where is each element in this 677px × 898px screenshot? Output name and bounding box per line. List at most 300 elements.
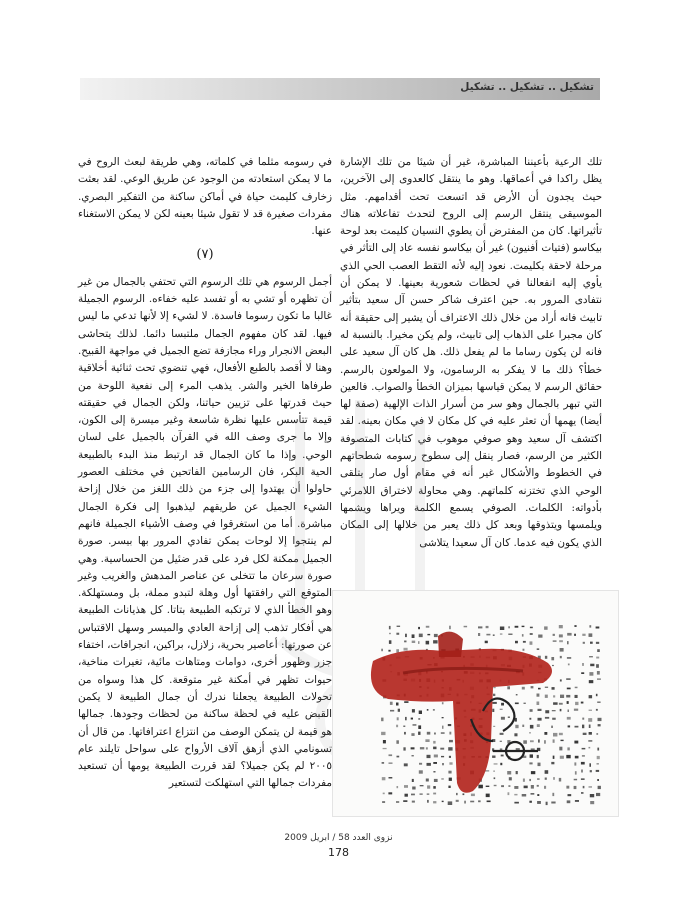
ink-mark <box>381 718 383 722</box>
ink-mark <box>515 641 518 644</box>
ink-mark <box>507 771 511 775</box>
ink-mark <box>529 718 531 720</box>
ink-mark <box>426 779 429 782</box>
ink-mark <box>560 648 564 652</box>
ink-mark <box>531 686 534 688</box>
ink-mark <box>523 641 526 643</box>
ink-mark <box>433 786 436 789</box>
ink-mark <box>545 687 548 688</box>
ink-mark <box>522 634 524 637</box>
ink-mark <box>597 748 599 751</box>
ink-mark <box>434 733 436 735</box>
ink-mark <box>493 694 495 696</box>
ink-mark <box>581 792 584 794</box>
ink-mark <box>404 785 408 788</box>
ink-mark <box>420 793 423 795</box>
ink-mark <box>427 755 431 758</box>
ink-mark <box>531 771 535 774</box>
ink-mark <box>411 733 414 736</box>
ink-mark <box>434 634 438 637</box>
ink-mark <box>486 626 489 628</box>
ink-mark <box>412 709 415 712</box>
ink-mark <box>559 747 562 751</box>
ink-mark <box>589 786 593 787</box>
ink-mark <box>486 794 490 798</box>
ink-mark <box>501 785 504 787</box>
ink-mark <box>397 626 401 627</box>
artwork-drawing <box>333 591 618 816</box>
ink-mark <box>522 794 527 797</box>
ink-mark <box>530 627 533 629</box>
ink-mark <box>589 672 593 676</box>
ink-mark <box>568 794 572 796</box>
ink-mark <box>530 633 533 635</box>
ink-mark <box>546 802 548 805</box>
ink-mark <box>537 648 540 650</box>
ink-mark <box>581 702 584 704</box>
ink-mark <box>404 701 408 703</box>
ink-mark <box>419 711 422 715</box>
ink-mark <box>449 762 452 764</box>
ink-mark <box>560 695 564 698</box>
ink-mark <box>538 635 542 638</box>
ink-mark <box>598 724 601 726</box>
ink-mark <box>575 771 577 774</box>
ink-mark <box>448 747 452 750</box>
ink-mark <box>478 633 480 636</box>
ink-mark <box>597 678 601 680</box>
ink-mark <box>508 717 510 718</box>
ink-mark <box>418 641 420 644</box>
ink-mark <box>514 733 517 736</box>
ink-mark <box>552 710 556 711</box>
ink-mark <box>596 657 599 659</box>
ink-mark <box>545 717 549 719</box>
ink-mark <box>427 793 430 795</box>
ink-mark <box>553 733 557 737</box>
ink-mark <box>538 688 541 690</box>
ink-mark <box>442 801 444 802</box>
ink-mark <box>381 649 383 652</box>
ink-mark <box>508 792 510 795</box>
ink-mark <box>597 671 600 675</box>
ink-mark <box>553 756 555 759</box>
ink-mark <box>596 694 598 696</box>
ink-mark <box>596 627 600 629</box>
ink-mark <box>501 755 504 757</box>
ink-mark <box>464 801 466 804</box>
ink-mark <box>501 717 505 720</box>
ink-mark <box>383 793 385 795</box>
ink-mark <box>567 633 571 636</box>
ink-mark <box>568 664 570 666</box>
ink-mark <box>433 741 435 744</box>
ink-mark <box>434 779 438 782</box>
ink-mark <box>427 732 431 735</box>
ink-mark <box>537 702 540 706</box>
ink-mark <box>449 740 453 742</box>
ink-mark <box>396 649 399 652</box>
ink-mark <box>442 726 444 729</box>
ink-mark <box>389 754 393 756</box>
ink-mark <box>449 756 451 758</box>
ink-mark <box>575 800 579 802</box>
ink-mark <box>597 702 600 703</box>
ink-mark <box>492 709 494 712</box>
ink-mark <box>583 642 585 644</box>
ink-mark <box>396 703 399 706</box>
ink-mark <box>559 733 563 735</box>
ink-mark <box>418 732 420 735</box>
ink-mark <box>583 733 587 735</box>
ink-mark <box>596 770 599 772</box>
ink-mark <box>396 633 399 635</box>
ink-mark <box>493 687 495 688</box>
ink-mark <box>389 633 391 634</box>
ink-mark <box>433 640 438 643</box>
ink-mark <box>538 709 542 711</box>
ink-mark <box>574 634 576 636</box>
ink-mark <box>471 794 475 797</box>
ink-mark <box>420 747 424 749</box>
ink-mark <box>589 656 593 657</box>
ink-mark <box>500 633 503 634</box>
ink-mark <box>403 800 407 802</box>
ink-mark <box>478 800 481 802</box>
ink-mark <box>545 695 548 698</box>
ink-mark <box>530 641 533 644</box>
ink-mark <box>433 762 437 764</box>
ink-mark <box>441 756 444 757</box>
ink-mark <box>530 725 534 729</box>
ink-mark <box>405 634 407 637</box>
ink-mark <box>508 785 510 786</box>
ink-mark <box>383 740 386 743</box>
artwork-image <box>332 590 619 817</box>
ink-mark <box>597 763 599 765</box>
ink-mark <box>566 678 570 680</box>
ink-mark <box>568 725 571 727</box>
ink-mark <box>383 748 387 749</box>
ink-mark <box>537 755 539 758</box>
ink-mark <box>582 663 584 666</box>
ink-mark <box>412 801 415 803</box>
ink-mark <box>433 793 436 795</box>
ink-mark <box>486 786 490 787</box>
ink-mark <box>560 679 562 681</box>
ink-mark <box>552 718 556 720</box>
ink-mark <box>567 717 571 720</box>
ink-mark <box>575 726 579 728</box>
ink-mark <box>514 786 518 789</box>
ink-mark <box>551 762 554 764</box>
left-column-paragraph-1: في رسومه مثلما في كلماته، وهي طريقة لبعث الروح في ما لا يمكن استعادته من الوجود عن طريق الوعي. لقد بعثت زخارف كليمت حياة في أماكن ساكنة من التفكير البصري. مفردات صغيرة قد لا تقول شيئا بعينه لكن لا يمكن الاستغناء عنها. <box>78 156 332 238</box>
ink-mark <box>544 626 548 629</box>
ink-mark <box>568 710 570 713</box>
ink-mark <box>545 656 547 659</box>
ink-mark <box>529 732 531 733</box>
ink-mark <box>551 802 555 804</box>
ink-mark <box>419 634 423 638</box>
ink-mark <box>574 709 578 711</box>
ink-mark <box>514 802 519 804</box>
ink-mark <box>537 778 540 780</box>
ink-mark <box>398 709 400 712</box>
ink-mark <box>427 785 430 788</box>
ink-mark <box>551 657 554 660</box>
ink-mark <box>538 763 541 767</box>
ink-mark <box>418 725 421 729</box>
ink-mark <box>552 687 555 690</box>
ink-mark <box>582 748 586 750</box>
ink-mark <box>427 800 429 803</box>
ink-mark <box>596 793 600 796</box>
ink-mark <box>589 710 592 711</box>
right-column-paragraph: تلك الرعية بأعيننا المباشرة، غير أن شيئا من تلك الإشارة يظل راكدا في أعماقها. وهو ما ينتقل كالعدوى إلى الآخرين، حيث يجدون أن الأرض قد اتسعت تحت أقدامهم. مثل الموسيقى ينتقل الرسم إلى الروح لتحدث تفاعلاته هناك تأثيراتها. كان من المفترض أن يطوي النسيان كليمت بعد لوحة بيكاسو (فتيات أفنيون) غير أن بيكاسو نفسه عاد إلى التأثر في مرحلة لاحقة بكليمت. نعود إليه لأنه التقط العصب الحي الذي يأوي إليه انفعالنا في لحظات شعورية بعينها. لا يمكن أن نتفادى المرور به. حين اعترف شاكر حسن آل سعيد بتأثير تابيث فانه أراد من خلال ذلك الاعتراف أن يشير إلى حقيقة أنه كان مجبرا على الذهاب إلى تابيث، ولم يكن مخيرا. بالنسبة له فانه لن يكون رساما ما لم يفعل ذلك. هل كان آل سعيد على خطأ؟ ذلك ما لا يفكر به الرسامون، ولا المولعون بالرسم. حقائق الرسم لا يمكن قياسها بميزان الخطأ والصواب. فالعين التي تبهر بالجمال وهو سر من أسرار الذات الإلهية (صفة لها أيضا) يهمها أن تعثر عليه في كل مكان لا في مكان بعينه. لقد اكتشف آل سعيد وهو صوفي موهوب في كتابات المتصوفة الكثير من الرسم، فصار ينقل إلى سطوح رسومه شطحاتهم في الخطوط والأشكال غير أنه في مقام أول صار يتلقى الوحي الذي تختزنه كلماتهم. وهي محاولة لاختراق اللامرئي بأدواته: الكلمات. الصوفي يسمع الكلمة ويراها ويشمها ويلمسها ويتذوقها وبعد كل ذلك يعبر من خلالها إلى المكان الذي يكون فيه عدما. كان آل سعيدا يتلاشى <box>340 156 602 549</box>
ink-mark <box>397 756 400 758</box>
ink-mark <box>574 762 576 765</box>
ink-mark <box>449 778 452 781</box>
ink-mark <box>530 740 534 742</box>
right-text-column <box>340 154 602 552</box>
ink-mark <box>537 694 540 697</box>
ink-mark <box>582 755 585 756</box>
ink-mark <box>590 794 594 797</box>
ink-mark <box>553 739 555 742</box>
ink-mark <box>581 672 584 674</box>
ink-mark <box>567 688 571 690</box>
ink-mark <box>575 756 579 759</box>
ink-mark <box>514 794 517 796</box>
ink-mark <box>433 771 435 773</box>
ink-mark <box>449 732 451 735</box>
ink-mark <box>441 732 445 734</box>
ink-mark <box>441 778 444 779</box>
ink-mark <box>523 649 525 651</box>
ink-mark <box>419 770 423 773</box>
ink-mark <box>463 793 465 795</box>
ink-mark <box>403 747 405 750</box>
section-number: (٧) <box>196 247 214 263</box>
ink-mark <box>456 800 459 802</box>
ink-mark <box>582 634 585 636</box>
ink-mark <box>544 740 546 744</box>
ink-mark <box>522 687 525 690</box>
ink-mark <box>405 717 407 720</box>
ink-mark <box>537 794 539 796</box>
ink-mark <box>434 755 438 758</box>
ink-mark <box>522 725 524 727</box>
ink-mark <box>382 777 386 780</box>
ink-mark <box>494 785 497 786</box>
ink-mark <box>411 747 415 749</box>
ink-mark <box>382 801 385 803</box>
ink-mark <box>545 778 547 780</box>
ink-mark <box>544 732 547 735</box>
ink-mark <box>396 801 399 803</box>
ink-mark <box>596 664 599 668</box>
ink-mark <box>529 779 531 781</box>
ink-mark <box>426 747 428 749</box>
ink-mark <box>538 739 540 742</box>
ink-mark <box>412 755 414 756</box>
ink-mark <box>449 626 451 630</box>
ink-mark <box>397 786 399 788</box>
left-column-paragraph-2: أجمل الرسوم هي تلك الرسوم التي تحتفي بالجمال من غير أن تظهره أو تشي به أو تفسد عليه خفاءه. الرسوم الجميلة غالبا ما تكون رسوما فاسدة. لا لشيء إلا لأنها تدعي ما ليس فيها. لقد كان مفهوم الجمال ملتبسا دائما. لذلك يتحاشى البعض الانجرار وراء مجازفة تضع الجميل في مواجهة القبيح. وهنا لا أقصد بالطبع الأفعال، فهي تنضوي تحت ثنائية أخلاقية طرفاها الخير والشر. يذهب المرء إلى نفعية اللوحة من حيث قدرتها على تزيين حياتنا، ولكن الجمال في حقيقته قيمة تتأسس عليها نظرة شاسعة وغير ميسرة إلى الكون، وإلا ما جرى وصف الله في القرآن بالجميل على لسان الوحي. وإذا ما كان الجمال قد ارتبط منذ البدء بالطبيعة الحية البكر، فان الرسامين الفاتحين في مختلف العصور حاولوا أن يهتدوا إلى جزء من ذلك اللغز من خلال إزاحة الشيء الجميل عن طريقهم ليذهبوا إلى فكرة الجمال مباشرة. أما من استغرقوا في وصف الأشياء الجميلة فانهم لم ينتجوا إلا لوحات يمكن تفادي المرور بها بيسر. صورة الجميل ممكنة لكل فرد على قدر ضئيل من الحساسية. وهي صورة سرعان ما تتخلى عن عناصر المدهش والغريب وغير المتوقع التي رافقتها أول وهلة لتبدو مملة، بل ومستهلكة. وهو الخطأ الذي لا ترتكبه الطبيعة بتاتا. كل هذيانات الطبيعة هي أفكار تذهب إلى إزاحة العادي والميسر وسهل الاقتباس عن صورتها: أعاصير بحرية، زلازل، براكين، انجرافات، اختفاء جزر وظهور أخرى، دوامات ومتاهات مائية، تغيرات مناخية، حيوات تظهر في أمكنة غير متوقعة. كل هذا وسواه من تحولات الطبيعة يجعلنا ندرك أن جمال الطبيعة لا يكمن القبض عليه في لحظة ساكنة من لحظات وجودها. جمالها هو قيمة لن يتمكن الوصف من انتزاع اعترافاتها. من قال أن تسونامي الذي أزهق آلاف الأرواح على سواحل تايلند عام ٢٠٠٥ لم يكن جميلا؟ لقد قررت الطبيعة يومها أن تستعيد مفردات جمالها التي استهلكت لتستعير <box>78 275 332 790</box>
ink-mark <box>567 641 569 644</box>
ink-mark <box>388 792 392 794</box>
ink-mark <box>590 801 594 804</box>
ink-mark <box>529 762 532 764</box>
ink-mark <box>588 718 592 722</box>
ink-mark <box>425 739 429 742</box>
ink-mark <box>531 785 534 789</box>
ink-mark <box>575 702 578 705</box>
ink-mark <box>560 709 562 711</box>
ink-mark <box>508 626 510 628</box>
ink-mark <box>485 641 488 644</box>
ink-mark <box>427 763 431 766</box>
ink-mark <box>448 771 451 774</box>
ink-mark <box>500 733 504 735</box>
ink-mark <box>389 777 393 779</box>
ink-mark <box>597 756 600 759</box>
ink-mark <box>537 724 540 727</box>
ink-mark <box>448 786 450 788</box>
ink-mark <box>456 793 458 795</box>
ink-mark <box>413 724 417 725</box>
ink-mark <box>551 726 553 728</box>
ink-mark <box>552 793 554 796</box>
ink-mark <box>582 718 584 720</box>
ink-mark <box>493 702 497 704</box>
ink-mark <box>559 778 561 782</box>
ink-mark <box>390 710 394 712</box>
ink-mark <box>389 640 392 644</box>
ink-mark <box>530 754 533 757</box>
ink-mark <box>390 702 393 705</box>
ink-mark <box>560 756 564 759</box>
ink-mark <box>396 725 398 728</box>
section-header-bar <box>80 78 600 100</box>
ink-mark <box>531 793 535 795</box>
ink-mark <box>553 640 557 641</box>
ink-mark <box>448 801 453 805</box>
ink-mark <box>516 771 518 774</box>
ink-mark <box>582 725 584 729</box>
ink-mark <box>589 732 592 735</box>
ink-mark <box>405 794 408 797</box>
section-header-label: تشكيل .. تشكيل .. تشكيل <box>460 81 594 93</box>
ink-mark <box>404 648 408 651</box>
ink-mark <box>589 633 593 637</box>
ink-mark <box>553 695 555 697</box>
ink-mark <box>597 649 600 652</box>
ink-mark <box>538 718 542 721</box>
ink-mark <box>418 718 420 720</box>
ink-mark <box>478 785 483 789</box>
ink-mark <box>515 703 519 705</box>
ink-mark <box>508 634 512 636</box>
ink-mark <box>523 740 527 744</box>
ink-mark <box>590 770 592 772</box>
ink-mark <box>440 748 444 750</box>
ink-mark <box>553 634 555 636</box>
ink-mark <box>553 702 558 705</box>
ink-mark <box>559 625 563 628</box>
ink-mark <box>589 680 594 683</box>
ink-mark <box>566 695 570 698</box>
ink-mark <box>515 626 519 628</box>
ink-mark <box>412 779 414 782</box>
ink-mark <box>597 779 599 781</box>
ink-mark <box>596 709 598 711</box>
ink-mark <box>500 763 502 765</box>
ink-mark <box>598 786 601 789</box>
ink-mark <box>574 779 577 781</box>
ink-mark <box>470 801 474 803</box>
ink-mark <box>493 771 495 772</box>
ink-mark <box>581 778 585 780</box>
ink-mark <box>426 641 430 645</box>
ink-mark <box>494 777 496 779</box>
ink-mark <box>448 724 451 726</box>
ink-mark <box>389 763 393 764</box>
ink-mark <box>567 701 569 704</box>
ink-mark <box>524 703 526 704</box>
ink-mark <box>522 626 525 627</box>
ink-mark <box>589 695 593 698</box>
page-number: 178 <box>328 846 349 859</box>
ink-mark <box>523 779 525 782</box>
ink-mark <box>524 786 528 789</box>
ink-mark <box>500 741 502 742</box>
ink-mark <box>575 695 578 698</box>
ink-mark <box>433 801 436 803</box>
ink-mark <box>560 656 562 658</box>
ink-mark <box>486 634 490 636</box>
ink-mark <box>544 786 546 789</box>
ink-mark <box>574 625 576 627</box>
ink-mark <box>397 717 399 720</box>
ink-mark <box>501 703 504 706</box>
ink-mark <box>492 756 495 758</box>
ink-mark <box>537 801 541 804</box>
ink-mark <box>403 726 405 727</box>
ink-mark <box>515 725 518 728</box>
ink-mark <box>589 725 591 729</box>
ink-mark <box>567 747 569 750</box>
ink-mark <box>559 640 563 642</box>
ink-mark <box>530 709 533 712</box>
ink-mark <box>589 747 591 749</box>
ink-mark <box>566 755 570 758</box>
ink-mark <box>389 626 391 629</box>
ink-mark <box>509 777 512 780</box>
ink-mark <box>442 763 444 765</box>
left-text-column <box>78 154 332 793</box>
ink-mark <box>487 801 491 803</box>
ink-mark <box>589 625 591 627</box>
ink-mark <box>553 777 555 780</box>
ink-mark <box>561 740 564 741</box>
ink-mark <box>581 762 585 765</box>
ink-mark <box>478 626 482 628</box>
ink-mark <box>537 785 539 787</box>
ink-mark <box>412 641 416 643</box>
ink-mark <box>566 786 569 789</box>
ink-mark <box>500 627 504 631</box>
